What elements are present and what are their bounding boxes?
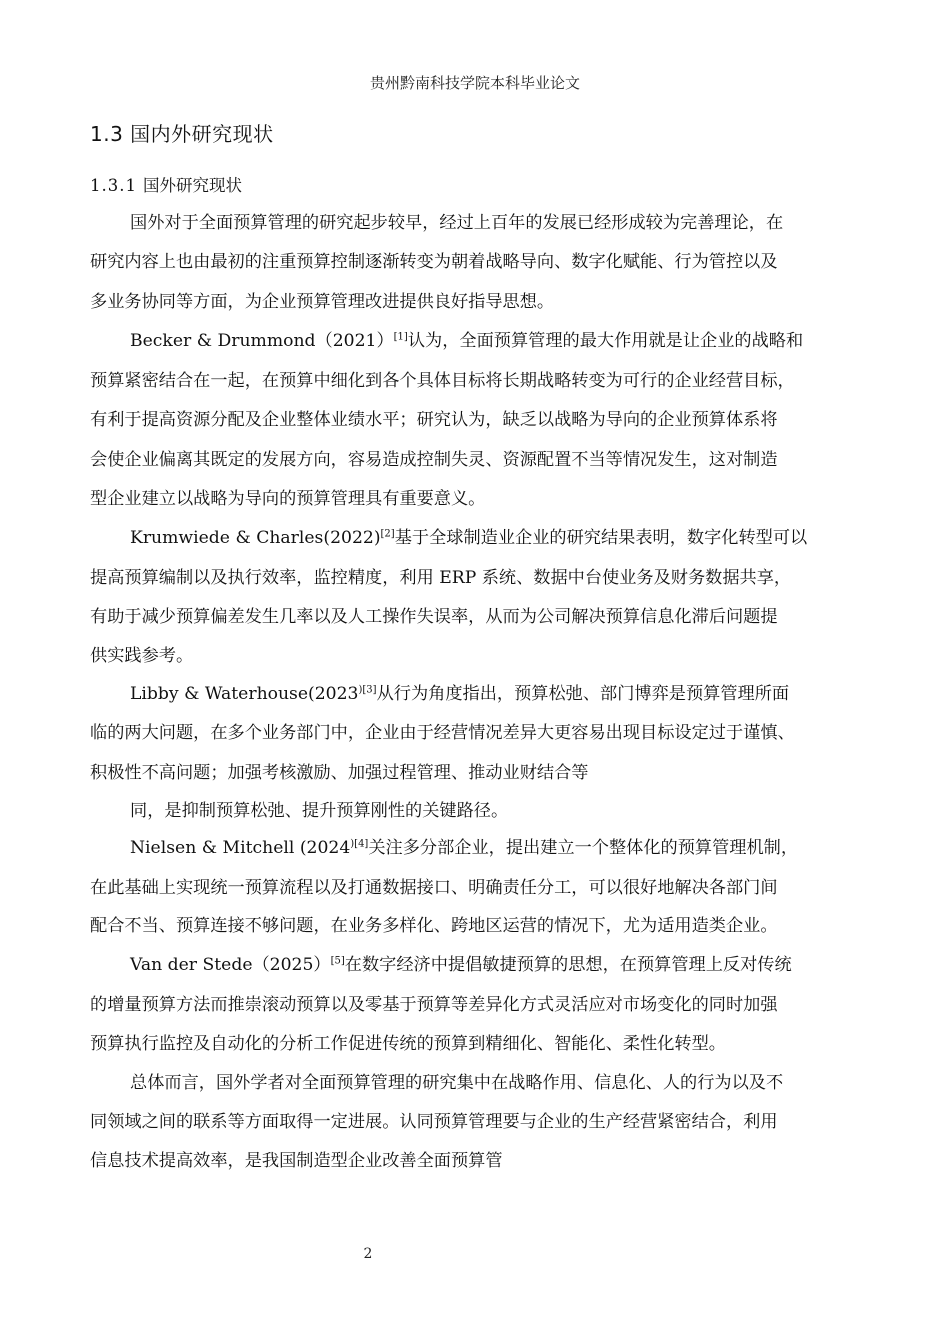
citation-ref: )[3] — [358, 684, 377, 696]
paragraph-line: 总体而言，国外学者对全面预算管理的研究集中在战略作用、信息化、人的行为以及不 — [130, 1073, 784, 1093]
paragraph-line: 多业务协同等方面，为企业预算管理改进提供良好指导思想。 — [90, 292, 555, 312]
paragraph-line: 型企业建立以战略为导向的预算管理具有重要意义。 — [90, 489, 486, 509]
paragraph-line: 预算执行监控及自动化的分析工作促进传统的预算到精细化、智能化、柔性化转型。 — [90, 1034, 726, 1054]
paragraph-line: 信息技术提高效率，是我国制造型企业改善全面预算管 — [90, 1151, 503, 1171]
paragraph-line — [130, 950, 792, 975]
paragraph-line — [130, 523, 807, 548]
paragraph-line: 预算紧密结合在一起，在预算中细化到各个具体目标将长期战略转变为可行的企业经营目标， — [90, 371, 795, 391]
paragraph-line: 在此基础上实现统一预算流程以及打通数据接口、明确责任分工，可以很好地解决各部门间 — [90, 878, 778, 898]
paragraph-line: 研究内容上也由最初的注重预算控制逐渐转变为朝着战略导向、数字化赋能、行为管控以及 — [90, 252, 778, 272]
paragraph-line: 会使企业偏离其既定的发展方向，容易造成控制失灵、资源配置不当等情况发生，这对制造 — [90, 450, 778, 470]
paragraph-text: 关注多分部企业，提出建立一个整体化的预算管理机制， — [368, 838, 799, 858]
section-heading: 1.3 国内外研究现状 — [90, 122, 274, 146]
paragraph-text: 基于全球制造业企业的研究结果表明，数字化转型可以 — [394, 528, 808, 548]
paragraph-line: 供实践参考。 — [90, 646, 194, 666]
paragraph-line: 的增量预算方法而推崇滚动预算以及零基于预算等差异化方式灵活应对市场变化的同时加强 — [90, 995, 778, 1015]
paragraph-line: 积极性不高问题；加强考核激励、加强过程管理、推动业财结合等 — [90, 763, 589, 783]
citation-author: Van der Stede（2025） — [130, 955, 331, 975]
citation-ref: [2] — [380, 528, 395, 540]
citation-ref: )[4] — [350, 838, 369, 850]
citation-ref: [5] — [330, 955, 345, 967]
subsection-number: 1.3.1 — [90, 176, 137, 195]
page-number: 2 — [363, 1246, 373, 1262]
paragraph-line: 有利于提高资源分配及企业整体业绩水平；研究认为，缺乏以战略为导向的企业预算体系将 — [90, 410, 778, 430]
paragraph-text: 在数字经济中提倡敏捷预算的思想，在预算管理上反对传统 — [344, 955, 792, 975]
citation-author: Krumwiede & Charles(2022) — [130, 528, 381, 548]
citation-ref: [1] — [393, 331, 408, 343]
paragraph-line: 配合不当、预算连接不够问题，在业务多样化、跨地区运营的情况下，尤为适用造类企业。 — [90, 916, 778, 936]
citation-author: Nielsen & Mitchell (2024 — [130, 838, 351, 858]
paragraph-line — [130, 679, 789, 704]
paragraph-line: 国外对于全面预算管理的研究起步较早，经过上百年的发展已经形成较为完善理论，在 — [130, 213, 784, 233]
paragraph-line — [130, 833, 798, 858]
paragraph-line: 提高预算编制以及执行效率，监控精度，利用 ERP 系统、数据中台使业务及财务数据共享， — [90, 568, 792, 588]
paragraph-line: 同，是抑制预算松弛、提升预算刚性的关键路径。 — [130, 801, 509, 821]
paragraph-line — [130, 326, 803, 351]
citation-author: Becker & Drummond（2021） — [130, 331, 394, 351]
subsection-title: 国外研究现状 — [142, 176, 242, 195]
paragraph-line: 有助于减少预算偏差发生几率以及人工操作失误率，从而为公司解决预算信息化滞后问题提 — [90, 607, 778, 627]
paragraph-text: 从行为角度指出，预算松弛、部门博弈是预算管理所面 — [376, 684, 790, 704]
paragraph-line: 临的两大问题，在多个业务部门中，企业由于经营情况差异大更容易出现目标设定过于谨慎、 — [90, 723, 795, 743]
citation-author: Libby & Waterhouse(2023 — [130, 684, 359, 704]
subsection-heading — [90, 172, 242, 196]
paragraph-text: 认为，全面预算管理的最大作用就是让企业的战略和 — [407, 331, 804, 351]
running-header: 贵州黔南科技学院本科毕业论文 — [369, 74, 580, 92]
paragraph-line: 同领域之间的联系等方面取得一定进展。认同预算管理要与企业的生产经营紧密结合，利用 — [90, 1112, 778, 1132]
